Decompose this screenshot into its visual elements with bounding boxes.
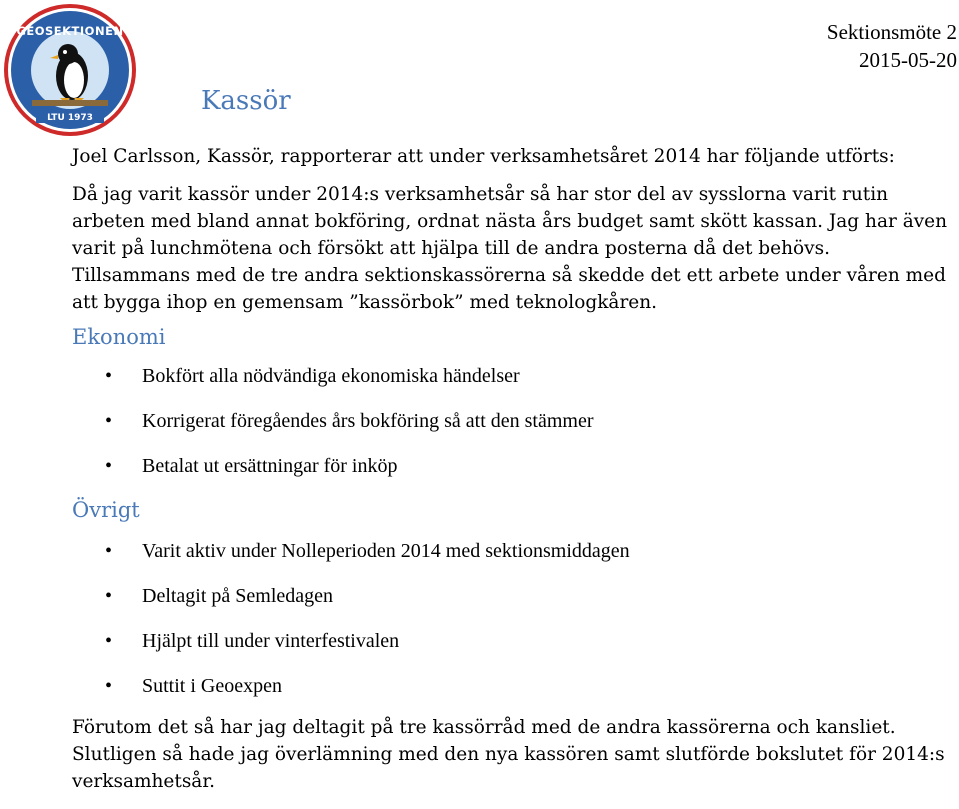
section-heading-ekonomi: Ekonomi bbox=[72, 325, 166, 349]
list-item: • Deltagit på Semledagen bbox=[72, 574, 952, 619]
meeting-date: 2015-05-20 bbox=[859, 48, 957, 72]
header-meta bbox=[827, 18, 957, 74]
section-heading-ovrigt: Övrigt bbox=[72, 498, 140, 522]
list-item: • Betalat ut ersättningar för inköp bbox=[72, 444, 952, 489]
summary-paragraph: Då jag varit kassör under 2014:s verksamhetsår så har stor del av sysslorna varit rutin arbeten med bland annat bokföring, ordnat nästa års budget samt skött kassan. Jag har även varit på lunchmötena och försökt att hjälpa till de andra posterna då det behövs. Tillsammans med de tre andra sektionskassörerna så skedde det ett arbete under våren med att bygga ihop en gemensam ”kassörbok” med teknologkåren. bbox=[72, 184, 948, 313]
page-title: Kassör bbox=[201, 86, 291, 116]
ekonomi-list bbox=[72, 354, 952, 489]
meeting-label: Sektionsmöte 2 bbox=[826, 20, 957, 44]
list-item: • Varit aktiv under Nolleperioden 2014 med sektionsmiddagen bbox=[72, 529, 952, 574]
list-item: • Hjälpt till under vinterfestivalen bbox=[72, 619, 952, 664]
geosektionen-logo bbox=[2, 2, 138, 138]
list-item: • Korrigerat föregåendes års bokföring så att den stämmer bbox=[72, 399, 952, 444]
logo-wordmark: GEOSEKTIONEN bbox=[16, 24, 124, 38]
list-item: • Suttit i Geoexpen bbox=[72, 664, 952, 709]
ovrigt-list bbox=[72, 529, 952, 709]
logo-founded: LTU 1973 bbox=[36, 113, 104, 123]
intro-line: Joel Carlsson, Kassör, rapporterar att under verksamhetsåret 2014 har följande utförts: bbox=[72, 146, 895, 167]
list-item: • Bokfört alla nödvändiga ekonomiska händelser bbox=[72, 354, 952, 399]
closing-paragraph: Förutom det så har jag deltagit på tre kassörråd med de andra kassörerna och kansliet. Slutligen så hade jag överlämning med den nya kassören samt slutförde bokslutet för 2014:s verksamhetsår. bbox=[72, 717, 945, 792]
report-body bbox=[72, 143, 952, 795]
